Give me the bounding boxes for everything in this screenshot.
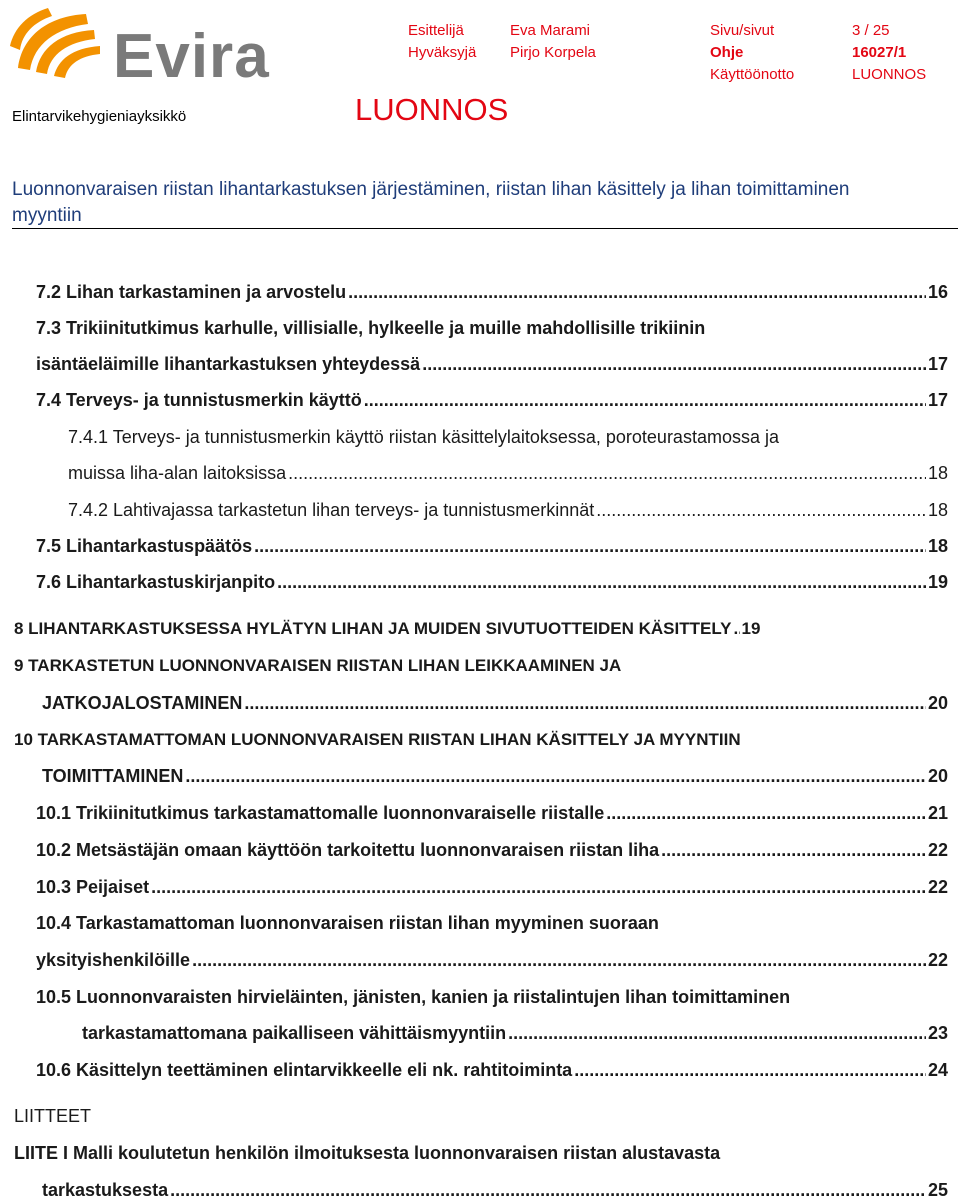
toc-entry-title: 10.2 Metsästäjän omaan käyttöön tarkoitettu luonnonvaraisen riistan liha — [36, 840, 660, 860]
toc-entry-page: 20 — [927, 766, 948, 786]
kayttoonotto-label: Käyttöönotto — [710, 66, 795, 83]
toc-entry-page: 17 — [927, 390, 948, 410]
toc-entry-page: 25 — [927, 1180, 948, 1200]
toc-entry[interactable] — [42, 692, 948, 714]
toc-entry[interactable] — [82, 1022, 948, 1044]
toc-entry-line[interactable]: 10.4 Tarkastamattoman luonnonvaraisen riistan lihan myyminen suoraan — [36, 913, 659, 933]
toc-entry[interactable] — [36, 802, 948, 824]
toc-entry-title: 10.1 Trikiinitutkimus tarkastamattomalle luonnonvaraiselle riistalle — [36, 803, 605, 823]
toc-entry-page: 21 — [927, 803, 948, 823]
sivut-label: Sivu/sivut — [710, 22, 775, 39]
evira-sun-icon — [8, 6, 118, 86]
toc-entry-page: 18 — [927, 536, 948, 556]
toc-entry-page: 22 — [927, 877, 948, 897]
toc-entry-page: 18 — [927, 463, 948, 483]
toc-entry-page: 16 — [927, 282, 948, 302]
attachments-heading: LIITTEET — [14, 1106, 92, 1126]
toc-entry-page: 19 — [741, 619, 761, 638]
esittelija-label: Esittelijä — [408, 22, 464, 39]
toc-entry-title: 7.6 Lihantarkastuskirjanpito — [36, 572, 276, 592]
toc-entry[interactable] — [36, 1059, 948, 1081]
toc-entry-title: muissa liha-alan laitoksissa — [68, 463, 287, 483]
toc-entry[interactable] — [36, 571, 948, 593]
toc-entry[interactable] — [68, 499, 948, 521]
toc-entry-title: tarkastuksesta — [42, 1180, 169, 1200]
toc-entry-page: 22 — [927, 950, 948, 970]
esittelija-value: Eva Marami — [510, 22, 591, 39]
toc-entry-page: 20 — [927, 693, 948, 713]
toc-entry-page: 19 — [927, 572, 948, 592]
document-subtitle: Luonnonvaraisen riistan lihantarkastuksen järjestäminen, riistan lihan käsittely ja lihan toimittaminen myyntiin — [12, 179, 850, 226]
toc-entry-title: tarkastamattomana paikalliseen vähittäismyyntiin — [82, 1023, 507, 1043]
toc-entry-page: 22 — [927, 840, 948, 860]
toc-entry-page: 23 — [927, 1023, 948, 1043]
toc-entry-title: isäntäeläimille lihantarkastuksen yhteydessä — [36, 354, 421, 374]
toc-entry[interactable] — [36, 281, 948, 303]
toc-entry-title: 10.6 Käsittelyn teettäminen elintarvikkeelle eli nk. rahtitoiminta — [36, 1060, 573, 1080]
toc-entry-title: 7.4 Terveys- ja tunnistusmerkin käyttö — [36, 390, 362, 410]
toc-entry[interactable] — [68, 462, 948, 484]
toc-entry-title: 8 LIHANTARKASTUKSESSA HYLÄTYN LIHAN JA MUIDEN SIVUTUOTTEIDEN KÄSITTELY — [14, 619, 732, 638]
toc-entry-line[interactable]: LIITE I Malli koulutetun henkilön ilmoituksesta luonnonvaraisen riistan alustavasta — [14, 1143, 721, 1163]
toc-entry[interactable] — [14, 618, 948, 640]
toc-entry-page: 17 — [927, 354, 948, 374]
toc-entry[interactable] — [36, 389, 948, 411]
toc-entry-title: yksityishenkilöille — [36, 950, 191, 970]
toc-entry[interactable] — [36, 353, 948, 375]
toc-entry[interactable] — [36, 535, 948, 557]
hyvaksyja-value: Pirjo Korpela — [510, 44, 596, 61]
toc-entry[interactable] — [42, 765, 948, 787]
toc-entry-line[interactable]: 7.3 Trikiinitutkimus karhulle, villisialle, hylkeelle ja muille mahdollisille trikiinin — [36, 318, 706, 338]
toc-entry-page: 24 — [927, 1060, 948, 1080]
toc-entry[interactable] — [36, 949, 948, 971]
hyvaksyja-label: Hyväksyjä — [408, 44, 477, 61]
unit-name: Elintarvikehygieniayksikkö — [12, 108, 187, 125]
document-status-title: LUONNOS — [355, 92, 509, 127]
ohje-label: Ohje — [710, 44, 744, 61]
sivut-value: 3 / 25 — [852, 22, 890, 39]
toc-entry-title: JATKOJALOSTAMINEN — [42, 693, 243, 713]
toc-entry-title: 7.5 Lihantarkastuspäätös — [36, 536, 253, 556]
kayttoonotto-value: LUONNOS — [852, 66, 927, 83]
toc-entry-title: TOIMITTAMINEN — [42, 766, 184, 786]
toc-entry-line[interactable]: 9 TARKASTETUN LUONNONVARAISEN RIISTAN LIHAN LEIKKAAMINEN JA — [14, 656, 622, 675]
toc-entry[interactable] — [36, 876, 948, 898]
toc-entry-title: 7.2 Lihan tarkastaminen ja arvostelu — [36, 282, 347, 302]
toc-entry-line[interactable]: 7.4.1 Terveys- ja tunnistusmerkin käyttö riistan käsittelylaitoksessa, poroteurastamossa ja — [68, 427, 779, 447]
header-divider — [12, 228, 958, 229]
toc-entry-title: 7.4.2 Lahtivajassa tarkastetun lihan terveys- ja tunnistusmerkinnät — [68, 500, 595, 520]
toc-entry-line[interactable]: 10.5 Luonnonvaraisten hirvieläinten, jänisten, kanien ja riistalintujen lihan toimittaminen — [36, 987, 791, 1007]
ohje-value: 16027/1 — [852, 44, 907, 61]
toc-entry-line[interactable]: 10 TARKASTAMATTOMAN LUONNONVARAISEN RIISTAN LIHAN KÄSITTELY JA MYYNTIIN — [14, 730, 741, 749]
logo-wordmark: Evira — [113, 22, 270, 91]
toc-entry-page: 18 — [927, 500, 948, 520]
toc-entry[interactable] — [36, 839, 948, 861]
toc-entry-title: 10.3 Peijaiset — [36, 877, 150, 897]
evira-logo — [8, 6, 270, 91]
